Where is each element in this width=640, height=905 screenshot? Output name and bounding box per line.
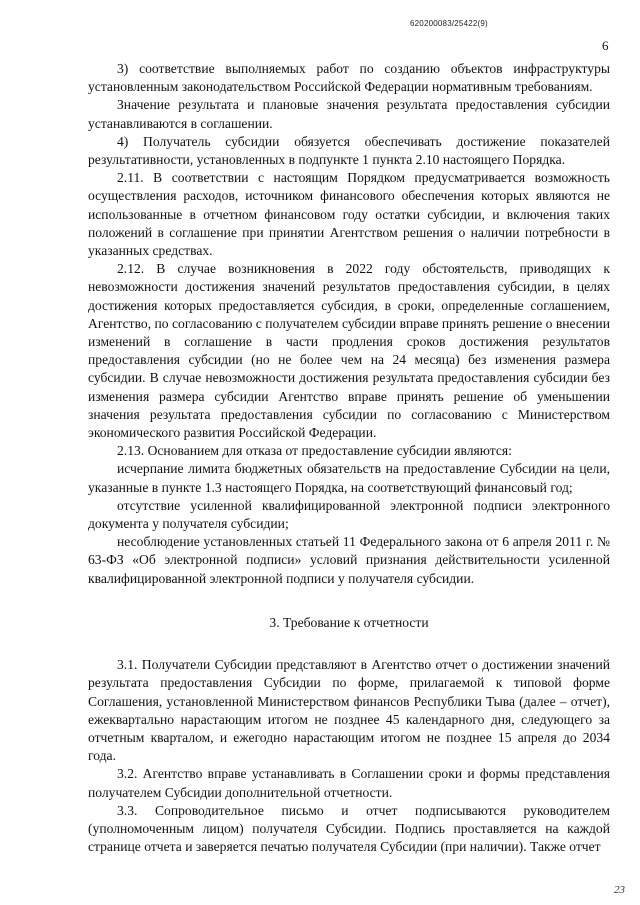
paragraph-3-1: 3.1. Получатели Субсидии представляют в Агентство отчет о достижении значений результата предоставления Субсидии по форме, прилагаемой к типовой форме Соглашения, установленной Министерством финансов Республики Тыва (далее – отчет), ежеквартально нарастающим итогом не позднее 45 календарного дня, следующего за отчетным кварталом, и ежегодно нарастающим итогом не позднее 15 апреля до 2034 года.	[88, 657, 610, 764]
document-number: 620200083/25422(9)	[410, 19, 488, 28]
paragraph-3-3: 3.3. Сопроводительное письмо и отчет подписываются руководителем (уполномоченным лицом) получателя Субсидии. Подпись проставляется на каждой странице отчета и заверяется печатью получателя Субсидии (при наличии). Также отчет	[88, 802, 610, 855]
paragraph-2-11: 2.11. В соответствии с настоящим Порядком предусматривается возможность осуществления расходов, источником финансового обеспечения которых являются не использованные в отчетном финансовом году остатки субсидии, и включения таких положений в соглашение при принятии Агентством решения о наличии потребности в указанных средствах.	[88, 170, 610, 259]
section-heading: 3. Требование к отчетности	[269, 614, 429, 630]
document-body	[88, 60, 610, 856]
paragraph-refusal-limit: исчерпание лимита бюджетных обязательств на предоставление Субсидии на цели, указанные в пункте 1.3 настоящего Порядка, на соответствующий финансовый год;	[88, 461, 610, 495]
paragraph-3-compliance: 3) соответствие выполняемых работ по созданию объектов инфраструктуры установленным законодательством Российской Федерации нормативным требованиям.	[88, 61, 610, 95]
paragraph-2-13: 2.13. Основанием для отказа от предоставление субсидии являются:	[117, 443, 512, 459]
handwritten-page-mark: 23	[614, 884, 625, 896]
paragraph-result-value: Значение результата и плановые значения результата предоставления субсидии устанавливаются в соглашении.	[88, 97, 610, 131]
paragraph-4-obligation: 4) Получатель субсидии обязуется обеспечивать достижение показателей результативности, установленных в подпункте 1 пункта 2.10 настоящего Порядка.	[88, 133, 610, 168]
paragraph-2-12: 2.12. В случае возникновения в 2022 году обстоятельств, приводящих к невозможности достижения значений результатов предоставления субсидии, в целях достижения которых предоставляется субсидия, в сроки, определенные соглашением, Агентство, по согласованию с получателем субсидии вправе принять решение о внесении изменений в соглашение в части продления сроков достижения результатов предоставления субсидии (но не более чем на 24 месяца) без изменения размера субсидии. В случае невозможности достижения результата предоставления субсидии без изменения размера субсидии Агентство вправе принять решение об уменьшении значения результата предоставления субсидии по согласованию с Министерством экономического развития Российской Федерации.	[88, 261, 610, 441]
page-number: 6	[602, 38, 609, 53]
paragraph-3-2: 3.2. Агентство вправе устанавливать в Соглашении сроки и формы представления получателем Субсидии дополнительной отчетности.	[88, 766, 610, 800]
paragraph-refusal-signature: отсутствие усиленной квалифицированной электронной подписи электронного документа у получателя субсидии;	[88, 497, 610, 532]
paragraph-refusal-law: несоблюдение установленных статьей 11 Федерального закона от 6 апреля 2011 г. № 63-ФЗ «Об электронной подписи» условий признания действительности усиленной квалифицированной электронной подписи у получателя субсидии.	[88, 534, 610, 586]
